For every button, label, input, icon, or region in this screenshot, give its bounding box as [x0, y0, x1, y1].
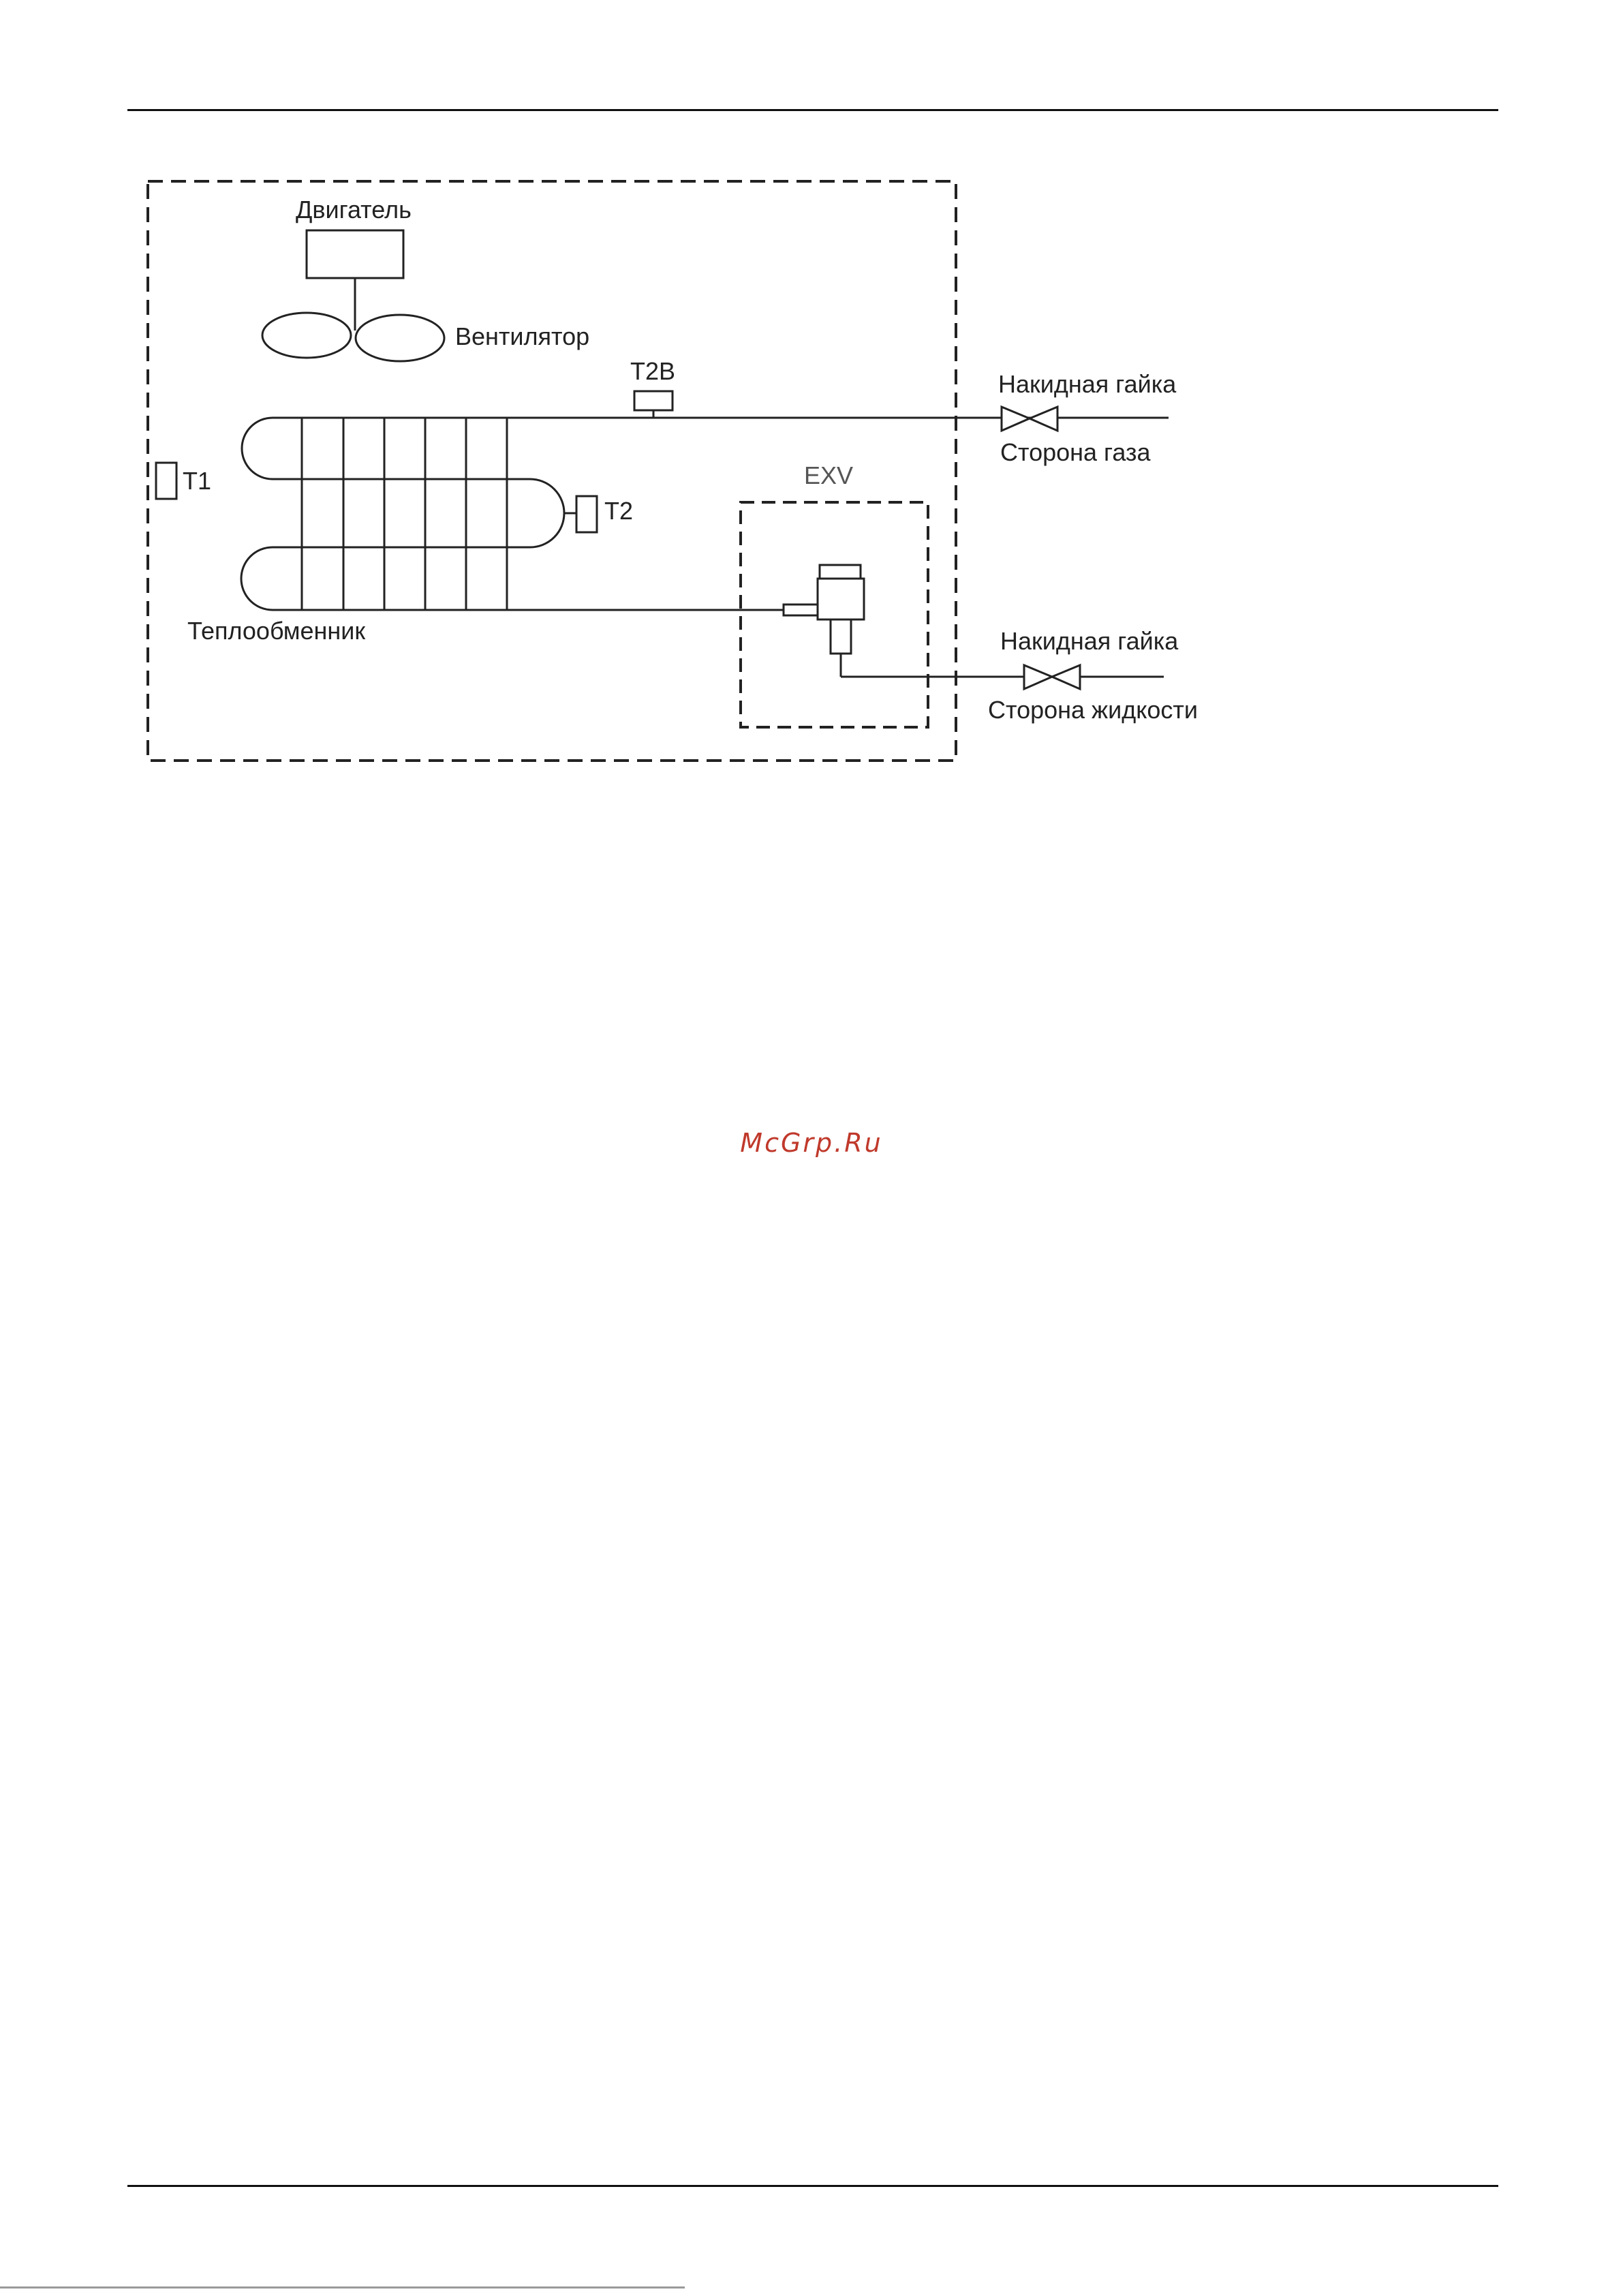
liquid-side-label: Сторона жидкости [988, 696, 1199, 724]
fan-icon [262, 313, 444, 361]
sensor-t2b-icon [634, 391, 673, 418]
footer-strip [0, 2286, 685, 2289]
indoor-unit-refrigerant-diagram [0, 0, 1623, 818]
motor-label: Двигатель [296, 196, 412, 224]
gas-side-label: Сторона газа [1000, 438, 1151, 466]
expansion-valve-icon [784, 565, 1024, 677]
heat-exchanger-label: Теплообменник [187, 617, 366, 645]
fan-label: Вентилятор [455, 322, 590, 350]
gas-flare-nut-label: Накидная гайка [998, 370, 1177, 398]
sensor-t2b-label: T2B [630, 357, 676, 385]
sensor-t2-icon [564, 496, 597, 532]
sensor-t2-label: T2 [604, 497, 634, 525]
gas-flare-valve-icon [1002, 407, 1057, 431]
sensor-t1-label: T1 [183, 467, 212, 495]
motor-box [307, 230, 403, 278]
footer-rule [127, 2185, 1498, 2187]
exv-label: EXV [804, 461, 854, 489]
watermark: McGrp.Ru [740, 1128, 883, 1158]
liquid-flare-nut-label: Накидная гайка [1000, 627, 1179, 655]
liquid-flare-valve-icon [1024, 665, 1080, 689]
sensor-t1-icon [156, 463, 176, 499]
